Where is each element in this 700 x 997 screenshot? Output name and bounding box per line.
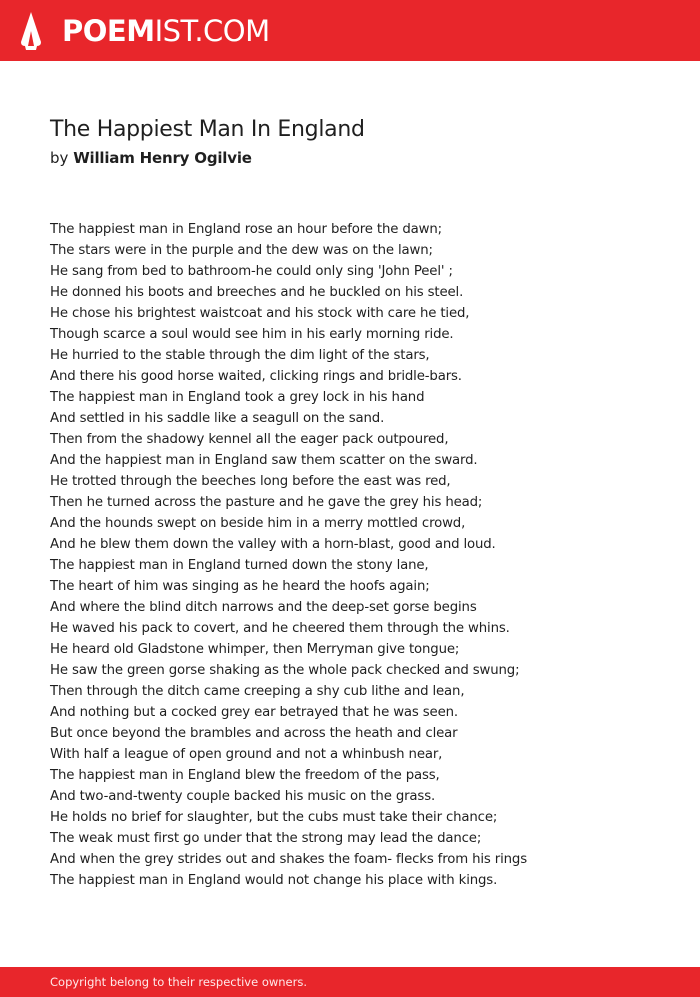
poem-line: And he blew them down the valley with a horn-blast, good and loud. (50, 537, 496, 552)
poem-line: He chose his brightest waistcoat and his stock with care he tied, (50, 306, 470, 321)
poem-line: He saw the green gorse shaking as the whole pack checked and swung; (50, 663, 520, 678)
poem-line: The heart of him was singing as he heard the hoofs again; (50, 579, 430, 594)
poem-line: With half a league of open ground and not a whinbush near, (50, 747, 443, 762)
author-name: William Henry Ogilvie (73, 149, 252, 167)
poem-line: The happiest man in England rose an hour before the dawn; (50, 222, 442, 237)
poem-line: He trotted through the beeches long before the east was red, (50, 474, 451, 489)
poem-line: The weak must first go under that the strong may lead the dance; (50, 831, 482, 846)
site-header (0, 0, 700, 61)
poem-line: And when the grey strides out and shakes the foam- flecks from his rings (50, 852, 527, 867)
poem-line: Then from the shadowy kennel all the eager pack outpoured, (50, 432, 449, 447)
poem-line: He donned his boots and breeches and he buckled on his steel. (50, 285, 464, 300)
poem-line: He sang from bed to bathroom-he could only sing 'John Peel' ; (50, 264, 453, 279)
poem-line: And where the blind ditch narrows and the deep-set gorse begins (50, 600, 477, 615)
site-footer (0, 967, 700, 997)
logo-text-bold: POEM (62, 14, 155, 48)
poem-line: And nothing but a cocked grey ear betrayed that he was seen. (50, 705, 458, 720)
poem-line: And the hounds swept on beside him in a merry mottled crowd, (50, 516, 466, 531)
poem-title: The Happiest Man In England (50, 117, 365, 142)
poem-line: The happiest man in England turned down the stony lane, (50, 558, 429, 573)
poem-line: He heard old Gladstone whimper, then Merryman give tongue; (50, 642, 460, 657)
poem-line: And the happiest man in England saw them scatter on the sward. (50, 453, 478, 468)
poem-line: The happiest man in England would not change his place with kings. (50, 873, 498, 888)
poem-line: He waved his pack to covert, and he cheered them through the whins. (50, 621, 510, 636)
poem-line: The happiest man in England took a grey lock in his hand (50, 390, 425, 405)
site-logo[interactable] (62, 11, 270, 51)
poem-line: Then he turned across the pasture and he gave the grey his head; (50, 495, 483, 510)
logo-text-light: IST.COM (154, 14, 270, 48)
copyright-text: Copyright belong to their respective owners. (50, 975, 308, 989)
poem-line: The stars were in the purple and the dew was on the lawn; (50, 243, 433, 258)
poem-line: Though scarce a soul would see him in his early morning ride. (50, 327, 454, 342)
poem-line: And settled in his saddle like a seagull on the sand. (50, 411, 385, 426)
poem-line: The happiest man in England blew the freedom of the pass, (50, 768, 440, 783)
pen-nib-icon (19, 11, 43, 51)
poem-line: Then through the ditch came creeping a shy cub lithe and lean, (50, 684, 465, 699)
poem-line: He holds no brief for slaughter, but the cubs must take their chance; (50, 810, 498, 825)
byline (50, 149, 252, 167)
by-label: by (50, 149, 69, 167)
poem-body (50, 219, 670, 891)
poem-line: And there his good horse waited, clicking rings and bridle-bars. (50, 369, 462, 384)
poem-line: But once beyond the brambles and across the heath and clear (50, 726, 458, 741)
poem-line: He hurried to the stable through the dim light of the stars, (50, 348, 430, 363)
poem-line: And two-and-twenty couple backed his music on the grass. (50, 789, 436, 804)
